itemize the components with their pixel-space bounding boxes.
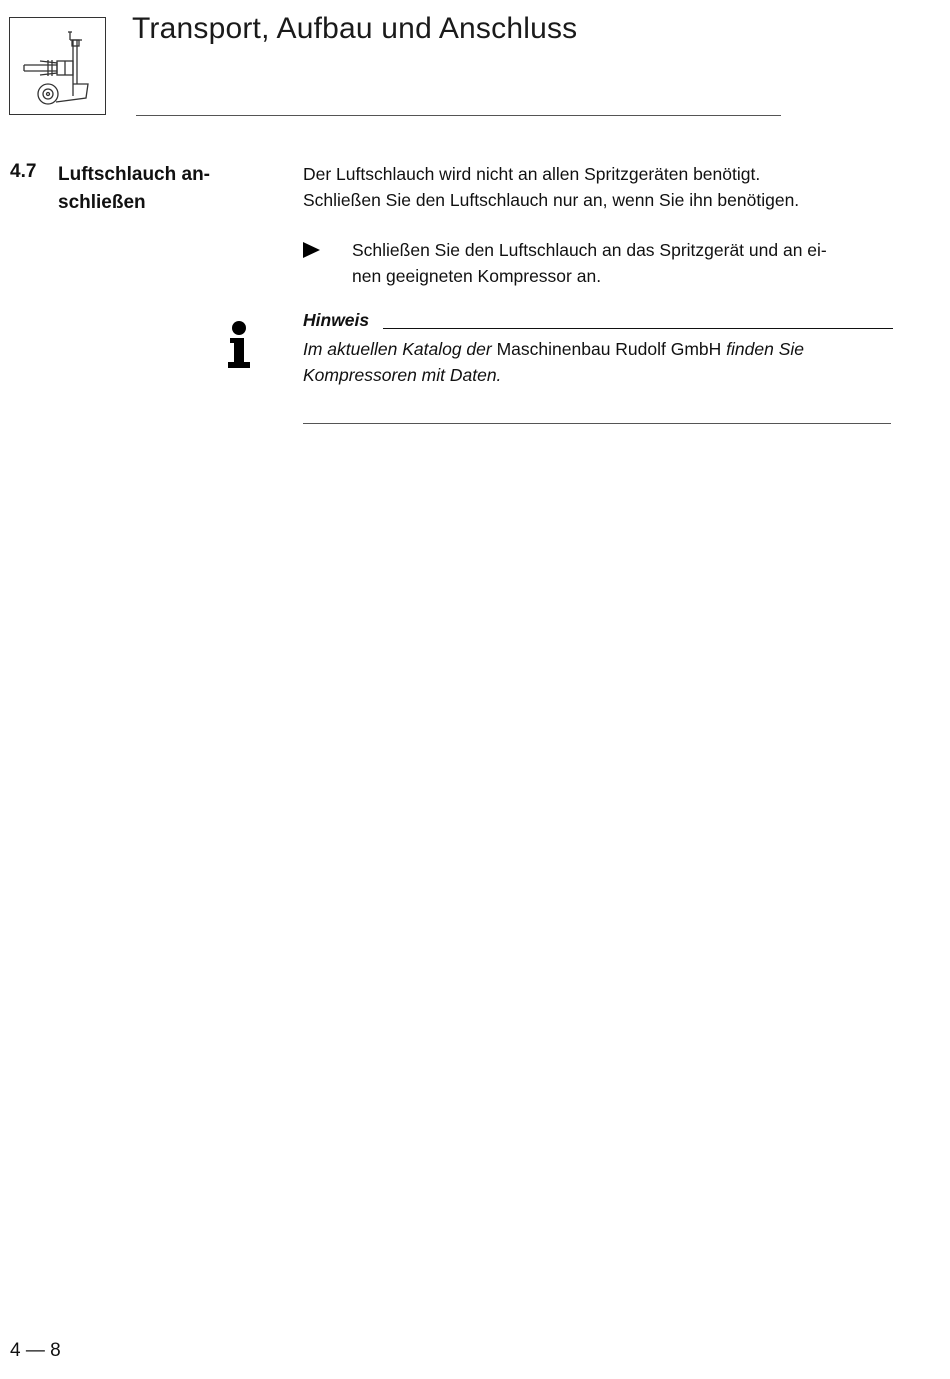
sprayer-wheel-icon <box>10 18 107 116</box>
chapter-title: Transport, Aufbau und Anschluss <box>132 12 578 45</box>
section-number: 4.7 <box>10 161 37 182</box>
intro-line-1: Der Luftschlauch wird nicht an allen Spritzgeräten benötigt. <box>303 164 761 184</box>
instruction-step <box>352 237 912 289</box>
hint-line-2: Kompressoren mit Daten. <box>303 365 502 385</box>
hint-label: Hinweis <box>303 310 370 330</box>
section-title-line-1: Luftschlauch an- <box>58 164 211 185</box>
hint-label-rule <box>383 328 893 329</box>
section-title <box>58 161 248 217</box>
intro-paragraph <box>303 161 903 213</box>
step-line-1: Schließen Sie den Luftschlauch an das Spritzgerät und an ei- <box>352 240 827 260</box>
hint-end-rule <box>303 423 891 424</box>
info-icon <box>225 320 253 373</box>
company-name: Maschinenbau Rudolf GmbH <box>496 339 722 359</box>
hint-text <box>303 336 903 388</box>
page-number: 4 — 8 <box>10 1340 61 1361</box>
step-line-2: nen geeigneten Kompressor an. <box>352 266 602 286</box>
header-divider <box>136 115 781 116</box>
intro-line-2: Schließen Sie den Luftschlauch nur an, wenn Sie ihn benötigen. <box>303 190 800 210</box>
hint-line-1-prefix: Im aktuellen Katalog der <box>303 339 497 359</box>
triangle-right-icon <box>303 242 320 258</box>
chapter-icon-box <box>9 17 106 115</box>
section-title-line-2: schließen <box>58 192 146 213</box>
hint-line-1 <box>303 336 903 362</box>
hint-line-1-suffix: finden Sie <box>721 339 804 359</box>
